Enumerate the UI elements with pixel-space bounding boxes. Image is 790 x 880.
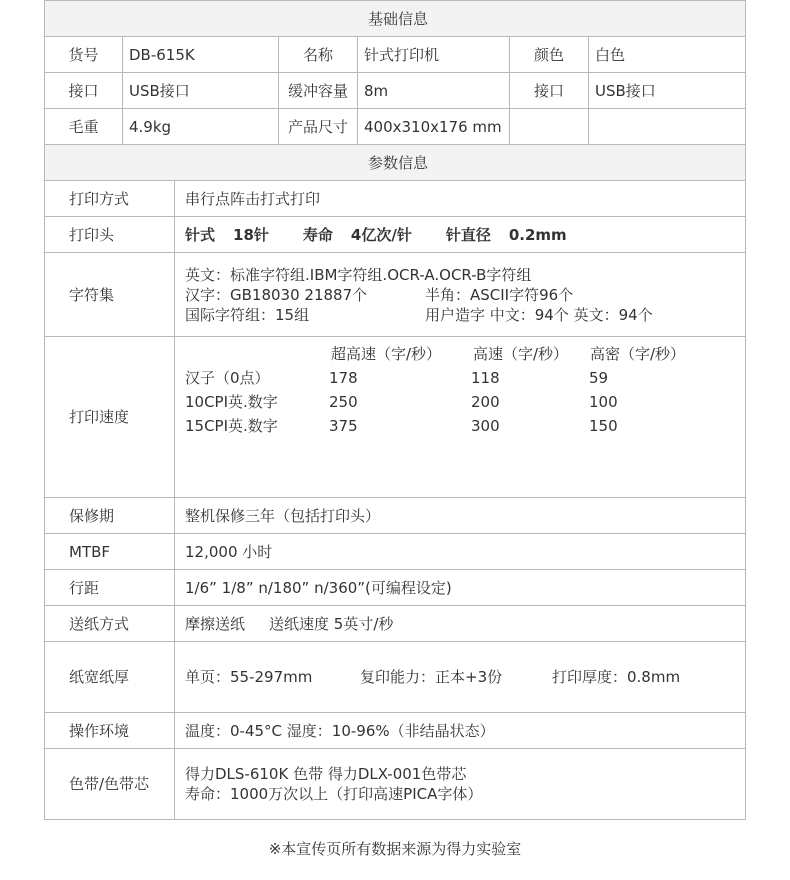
speed-col-header: 高密（字/秒） [590,345,686,363]
speed-cell: 250 [329,393,358,411]
basic-label: 缓冲容量 [279,73,358,109]
paper-single: 单页：55-297mm [185,668,313,686]
charset-line: 英文：标准字符组.IBM字符组.OCR-A.OCR-B字符组 [185,265,532,284]
speed-row-name: 15CPI英.数字 [185,417,278,435]
basic-label [510,109,589,145]
diameter-label: 针直径 [445,225,491,244]
charset-line: 用户造字 中文：94个 英文：94个 [425,305,653,324]
param-label: 色带/色带芯 [45,749,175,820]
speed-row-name: 汉子（0点） [185,369,270,387]
charset-line: 汉字：GB18030 21887个 [185,285,368,304]
speed-col-header: 高速（字/秒） [473,345,569,363]
basic-value [589,109,746,145]
speed-col-header: 超高速（字/秒） [331,345,442,363]
basic-label: 货号 [45,37,123,73]
speed-cell: 100 [589,393,618,411]
speed-cell: 300 [471,417,500,435]
basic-row [45,109,746,145]
basic-label: 产品尺寸 [279,109,358,145]
charset-line: 半角：ASCII字符96个 [425,285,574,304]
life-value: 4亿次/针 [350,225,412,244]
param-label: 操作环境 [45,713,175,749]
param-label: 纸宽纸厚 [45,642,175,713]
speed-cell: 59 [589,369,609,387]
basic-value: USB接口 [123,73,279,109]
param-label: 打印方式 [45,181,175,217]
basic-row [45,73,746,109]
basic-value: USB接口 [589,73,746,109]
basic-value: DB-615K [123,37,279,73]
param-value: 1/6” 1/8” n/180” n/360”(可编程设定) [175,570,746,606]
ribbon-line: 得力DLS-610K 色带 得力DLX-001色带芯 [185,765,467,783]
basic-label: 颜色 [510,37,589,73]
print-head-value [175,217,746,253]
pin-label: 针式 [185,225,216,244]
basic-value: 针式打印机 [358,37,510,73]
params-header: 参数信息 [45,145,746,181]
basic-label: 毛重 [45,109,123,145]
speed-cell: 118 [471,369,500,387]
basic-header-row [45,1,746,37]
param-row-paper [45,642,746,713]
footer-note: ※本宣传页所有数据来源为得力实验室 [268,840,522,858]
param-value: 温度：0-45°C 湿度：10-96%（非结晶状态） [175,713,746,749]
param-label: 字符集 [45,253,175,337]
param-row-mtbf [45,534,746,570]
pin-value: 18针 [233,225,269,244]
basic-value: 白色 [589,37,746,73]
speed-cell: 178 [329,369,358,387]
charset-line: 国际字符组：15组 [185,305,310,324]
param-label: 送纸方式 [45,606,175,642]
life-label: 寿命 [302,225,333,244]
feed-speed: 送纸速度 5英寸/秒 [269,614,394,633]
param-label: 打印头 [45,217,175,253]
diameter-value: 0.2mm [508,225,567,244]
ribbon-value [175,749,746,820]
basic-value: 8m [358,73,510,109]
speed-row-name: 10CPI英.数字 [185,393,278,411]
feed-method: 摩擦送纸 [185,614,246,633]
speed-table [175,337,746,498]
param-row-speed [45,337,746,498]
param-label: 保修期 [45,498,175,534]
basic-label: 接口 [510,73,589,109]
param-row-warranty [45,498,746,534]
param-row-print-head [45,217,746,253]
basic-label: 名称 [279,37,358,73]
param-value: 串行点阵击打式打印 [175,181,746,217]
param-row-ribbon [45,749,746,820]
param-value: 整机保修三年（包括打印头） [175,498,746,534]
feed-value [175,606,746,642]
basic-value: 4.9kg [123,109,279,145]
paper-value [175,642,746,713]
param-value: 12,000 小时 [175,534,746,570]
paper-copy: 复印能力：正本+3份 [360,668,503,686]
paper-thickness: 打印厚度：0.8mm [552,668,681,686]
spec-sheet [44,0,745,820]
param-label: 打印速度 [45,337,175,498]
param-row-feed [45,606,746,642]
basic-row [45,37,746,73]
basic-value: 400x310x176 mm [358,109,510,145]
param-row-environment [45,713,746,749]
spec-table [44,0,746,820]
params-header-row [45,145,746,181]
speed-cell: 375 [329,417,358,435]
charset-value [175,253,746,337]
basic-header: 基础信息 [45,1,746,37]
speed-cell: 150 [589,417,618,435]
param-row-print-method [45,181,746,217]
basic-label: 接口 [45,73,123,109]
param-row-line-spacing [45,570,746,606]
speed-cell: 200 [471,393,500,411]
param-label: MTBF [45,534,175,570]
param-row-charset [45,253,746,337]
param-label: 行距 [45,570,175,606]
ribbon-line: 寿命：1000万次以上（打印高速PICA字体） [185,785,483,803]
